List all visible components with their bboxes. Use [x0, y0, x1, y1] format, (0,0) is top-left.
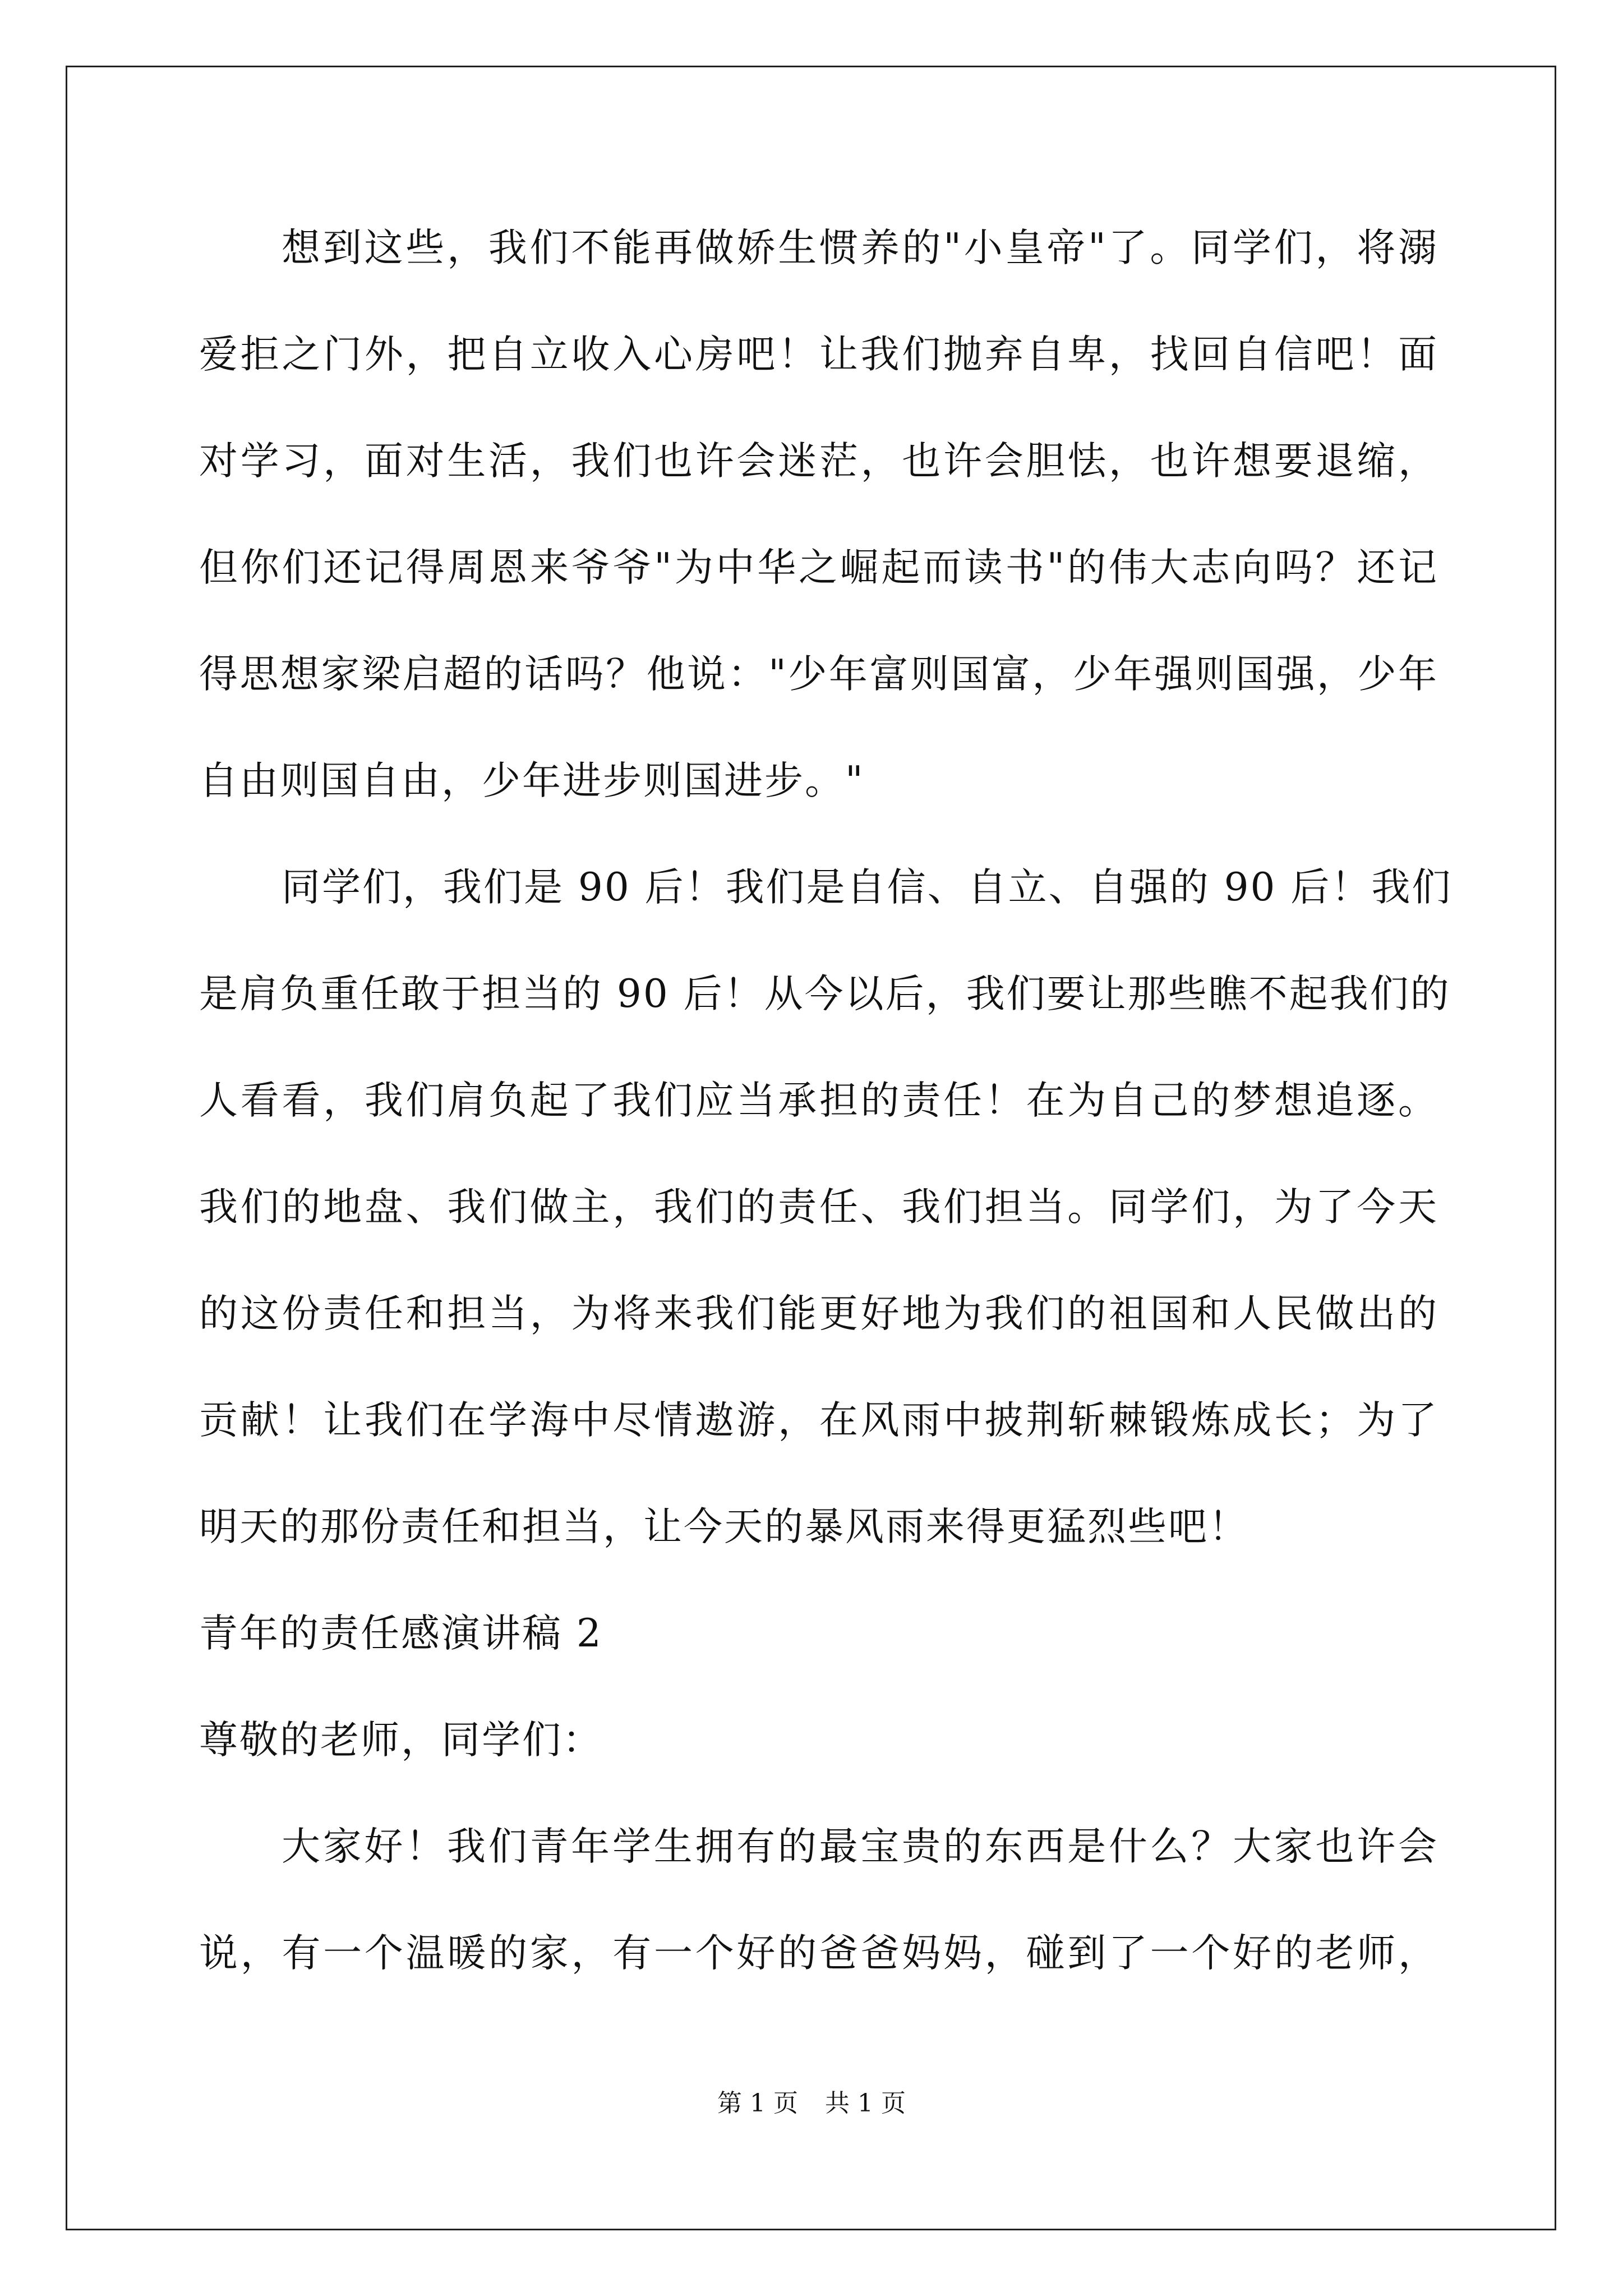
paragraph-line: 得思想家梁启超的话吗？他说："少年富则国富，少年强则国强，少年: [199, 652, 1438, 697]
paragraph-line: 是肩负重任敢于担当的 90 后！从今以后，我们要让那些瞧不起我们的: [199, 972, 1451, 1016]
section-title: 青年的责任感演讲稿 2: [199, 1611, 603, 1656]
page-footer: [0, 2088, 1623, 2119]
paragraph-line: 我们的地盘、我们做主，我们的责任、我们担当。同学们，为了今天: [199, 1185, 1438, 1230]
paragraph-line: 贡献！让我们在学海中尽情遨游，在风雨中披荆斩棘锻炼成长；为了: [199, 1398, 1438, 1443]
paragraph-line: 对学习，面对生活，我们也许会迷茫，也许会胆怯，也许想要退缩，: [199, 439, 1438, 484]
paragraph-line: 但你们还记得周恩来爷爷"为中华之崛起而读书"的伟大志向吗？还记: [199, 545, 1438, 590]
page-number: 第 1 页: [717, 2089, 798, 2118]
page-total: 共 1 页: [825, 2089, 906, 2118]
paragraph-line: 自由则国自由，少年进步则国进步。": [199, 758, 865, 803]
paragraph-line: 大家好！我们青年学生拥有的最宝贵的东西是什么？大家也许会: [282, 1824, 1438, 1869]
paragraph-line: 的这份责任和担当，为将来我们能更好地为我们的祖国和人民做出的: [199, 1291, 1438, 1336]
paragraph-line: 想到这些，我们不能再做娇生惯养的"小皇帝"了。同学们，将溺: [282, 226, 1438, 270]
salutation: 尊敬的老师，同学们：: [199, 1718, 603, 1763]
paragraph-line: 人看看，我们肩负起了我们应当承担的责任！在为自己的梦想追逐。: [199, 1078, 1438, 1123]
paragraph-line: 说，有一个温暖的家，有一个好的爸爸妈妈，碰到了一个好的老师，: [199, 1931, 1438, 1976]
paragraph-line: 爱拒之门外，把自立收入心房吧！让我们抛弃自卑，找回自信吧！面: [199, 332, 1438, 377]
paragraph-line: 明天的那份责任和担当，让今天的暴风雨来得更猛烈些吧！: [199, 1504, 1249, 1549]
paragraph-line: 同学们，我们是 90 后！我们是自信、自立、自强的 90 后！我们: [282, 865, 1453, 910]
page-border: [66, 66, 1556, 2230]
